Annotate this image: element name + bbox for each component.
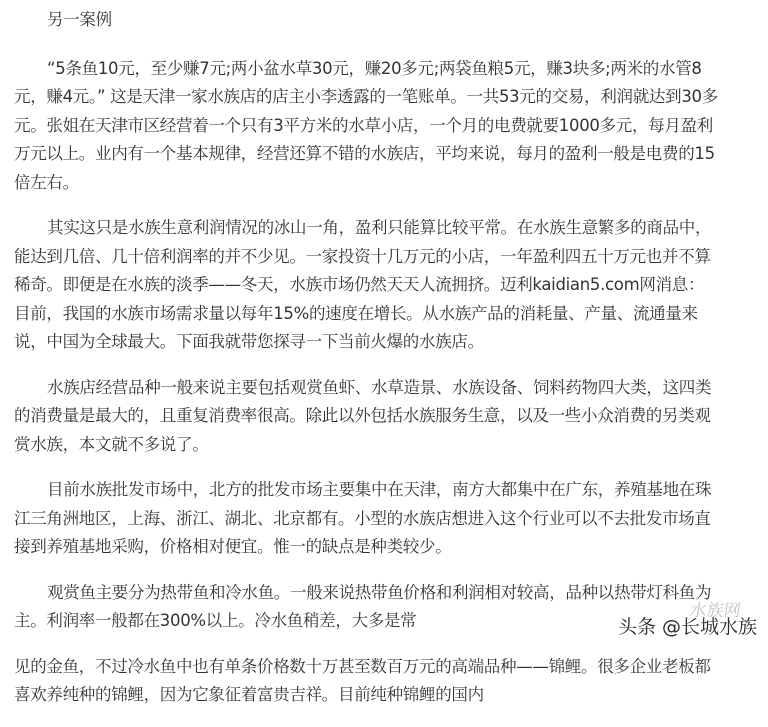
paragraph-3: 水族店经营品种一般来说主要包括观赏鱼虾、水草造景、水族设备、饲料药物四大类，这四类的消费量是最大的，且重复消费率很高。除此以外包括水族服务生意，以及一些小众消费的另类观赏水族，本文就不多说了。 [14,377,712,454]
article-body [14,6,720,727]
paragraph-6: 见的金鱼，不过冷水鱼中也有单条价格数十万甚至数百万元的高端品种——锦鲤。很多企业老板都喜欢养纯种的锦鲤，因为它象征着富贵吉祥。目前纯种锦鲤的国内 [14,656,711,704]
toutiao-watermark: 头条 @长城水族 [618,616,758,638]
paragraph-1: “5条鱼10元，至少赚7元;两小盆水草30元，赚20多元;两袋鱼粮5元，赚3块多;两米的水管8元，赚4元。” 这是天津一家水族店的店主小李透露的一笔账单。一共53元的交易，利润就达到30多元。张姐在天津市区经营着一个只有3平方米的水草小店，一个月的电费就要1000多元，每月盈利万元以上。业内有一个基本规律，经营还算不错的水族店，平均来说，每月的盈利一般是电费的15倍左右。 [14,58,718,192]
paragraph-4: 目前水族批发市场中，北方的批发市场主要集中在天津，南方大都集中在广东，养殖基地在珠江三角洲地区，上海、浙江、湖北、北京都有。小型的水族店想进入这个行业可以不去批发市场直接到养殖基地采购，价格相对便宜。惟一的缺点是种类较少。 [14,480,712,556]
faint-watermark: 水族网 [688,601,743,621]
paragraph-5: 观赏鱼主要分为热带鱼和冷水鱼。一般来说热带鱼价格和利润相对较高，品种以热带灯科鱼为主。利润率一般都在300%以上。冷水鱼稍差，大多是常 [14,582,712,630]
section-heading: 另一案例 [47,10,112,29]
paragraph-2: 其实这只是水族生意利润情况的冰山一角，盈利只能算比较平常。在水族生意繁多的商品中，能达到几倍、几十倍利润率的并不少见。一家投资十几万元的小店，一年盈利四五十万元也并不算稀奇。即便是在水族的淡季——冬天，水族市场仍然天天人流拥挤。迈利kaidian5.com网消息：目前，我国的水族市场需求量以每年15%的速度在增长。从水族产品的消耗量、产量、流通量来说，中国为全球最大。下面我就带您探寻一下当前火爆的水族店。 [14,218,712,351]
